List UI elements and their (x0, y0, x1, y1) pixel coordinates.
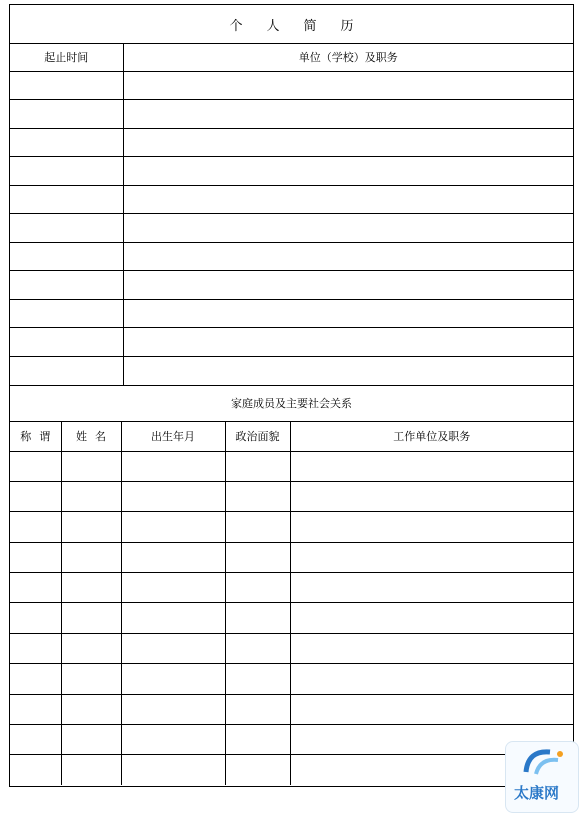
watermark-text: 太康网 (514, 784, 560, 802)
table-cell[interactable] (225, 633, 290, 663)
table-cell[interactable] (121, 603, 225, 633)
resume-form (9, 4, 574, 787)
table-cell[interactable] (10, 573, 61, 603)
table-row (10, 128, 573, 157)
table-cell[interactable] (225, 512, 290, 542)
table-row (10, 328, 573, 357)
table-row (10, 157, 573, 186)
table-cell[interactable] (61, 603, 121, 633)
logo-mark-icon (506, 742, 578, 782)
table-row (10, 481, 573, 511)
table-cell[interactable] (10, 481, 61, 511)
table-cell[interactable] (225, 725, 290, 755)
table-cell[interactable] (121, 664, 225, 694)
table-row (10, 451, 573, 481)
table-cell[interactable] (10, 664, 61, 694)
table-cell[interactable] (10, 157, 123, 186)
table-header-row (10, 421, 573, 451)
table-row (10, 633, 573, 663)
table-row (10, 603, 573, 633)
table-cell[interactable] (290, 694, 573, 724)
table-row (10, 71, 573, 100)
table-row (10, 664, 573, 694)
table-cell[interactable] (61, 725, 121, 755)
table-header-row (10, 43, 573, 71)
table-cell[interactable] (121, 512, 225, 542)
table-row (10, 542, 573, 572)
table-cell[interactable] (61, 694, 121, 724)
table-cell[interactable] (225, 573, 290, 603)
table-cell[interactable] (121, 451, 225, 481)
table-cell[interactable] (10, 725, 61, 755)
table-cell[interactable] (10, 271, 123, 300)
table-cell[interactable] (61, 755, 121, 785)
table-cell[interactable] (61, 542, 121, 572)
table-cell[interactable] (10, 542, 61, 572)
table-cell[interactable] (225, 664, 290, 694)
table-row (10, 725, 573, 755)
resume-history-table (10, 43, 573, 385)
table-row (10, 755, 573, 785)
table-cell[interactable] (10, 71, 123, 100)
table-cell[interactable] (61, 512, 121, 542)
table-cell[interactable] (225, 481, 290, 511)
table-cell[interactable] (290, 664, 573, 694)
table-cell[interactable] (61, 451, 121, 481)
table-cell[interactable] (290, 451, 573, 481)
table-cell[interactable] (290, 633, 573, 663)
table-cell[interactable] (61, 633, 121, 663)
table-cell[interactable] (225, 451, 290, 481)
header-time: 起止时间 (10, 43, 123, 71)
header-work: 工作单位及职务 (290, 421, 573, 451)
table-cell[interactable] (123, 100, 573, 129)
table-cell[interactable] (10, 356, 123, 385)
family-section (10, 421, 573, 786)
table-cell[interactable] (225, 542, 290, 572)
resume-history-section (10, 43, 573, 386)
header-birth: 出生年月 (121, 421, 225, 451)
table-cell[interactable] (123, 128, 573, 157)
table-cell[interactable] (121, 542, 225, 572)
table-row (10, 299, 573, 328)
watermark-logo (505, 741, 579, 813)
table-cell[interactable] (123, 271, 573, 300)
title-char: 历 (340, 18, 354, 34)
table-cell[interactable] (10, 242, 123, 271)
table-row (10, 271, 573, 300)
table-cell[interactable] (121, 755, 225, 785)
family-section-title: 家庭成员及主要社会关系 (10, 385, 573, 422)
table-row (10, 214, 573, 243)
table-cell[interactable] (61, 573, 121, 603)
table-cell[interactable] (10, 128, 123, 157)
table-cell[interactable] (123, 328, 573, 357)
table-cell[interactable] (10, 633, 61, 663)
table-cell[interactable] (10, 299, 123, 328)
form-title (10, 5, 573, 44)
table-row (10, 512, 573, 542)
table-cell[interactable] (123, 157, 573, 186)
table-cell[interactable] (10, 451, 61, 481)
table-cell[interactable] (10, 100, 123, 129)
table-cell[interactable] (123, 71, 573, 100)
table-cell[interactable] (290, 512, 573, 542)
table-row (10, 356, 573, 385)
header-relation: 称 谓 (10, 421, 61, 451)
table-cell[interactable] (121, 481, 225, 511)
table-row (10, 573, 573, 603)
family-table (10, 421, 573, 785)
table-cell[interactable] (10, 214, 123, 243)
table-row (10, 100, 573, 129)
table-cell[interactable] (123, 242, 573, 271)
table-cell[interactable] (290, 542, 573, 572)
table-row (10, 185, 573, 214)
table-row (10, 694, 573, 724)
table-cell[interactable] (10, 512, 61, 542)
title-char: 简 (303, 18, 317, 34)
table-cell[interactable] (123, 214, 573, 243)
table-cell[interactable] (123, 356, 573, 385)
table-cell[interactable] (290, 481, 573, 511)
header-name: 姓 名 (61, 421, 121, 451)
table-cell[interactable] (10, 185, 123, 214)
table-cell[interactable] (123, 299, 573, 328)
title-char: 个 (229, 18, 243, 34)
title-char: 人 (266, 18, 280, 34)
table-cell[interactable] (10, 603, 61, 633)
table-cell[interactable] (61, 664, 121, 694)
table-cell[interactable] (121, 573, 225, 603)
table-cell[interactable] (121, 694, 225, 724)
table-cell[interactable] (10, 328, 123, 357)
table-cell[interactable] (61, 481, 121, 511)
table-cell[interactable] (10, 755, 61, 785)
header-unit: 单位（学校）及职务 (123, 43, 573, 71)
table-row (10, 242, 573, 271)
table-cell[interactable] (225, 694, 290, 724)
header-political: 政治面貌 (225, 421, 290, 451)
table-cell[interactable] (290, 603, 573, 633)
table-cell[interactable] (123, 185, 573, 214)
table-cell[interactable] (290, 573, 573, 603)
table-cell[interactable] (121, 633, 225, 663)
table-cell[interactable] (10, 694, 61, 724)
table-cell[interactable] (225, 603, 290, 633)
table-cell[interactable] (225, 755, 290, 785)
table-cell[interactable] (121, 725, 225, 755)
